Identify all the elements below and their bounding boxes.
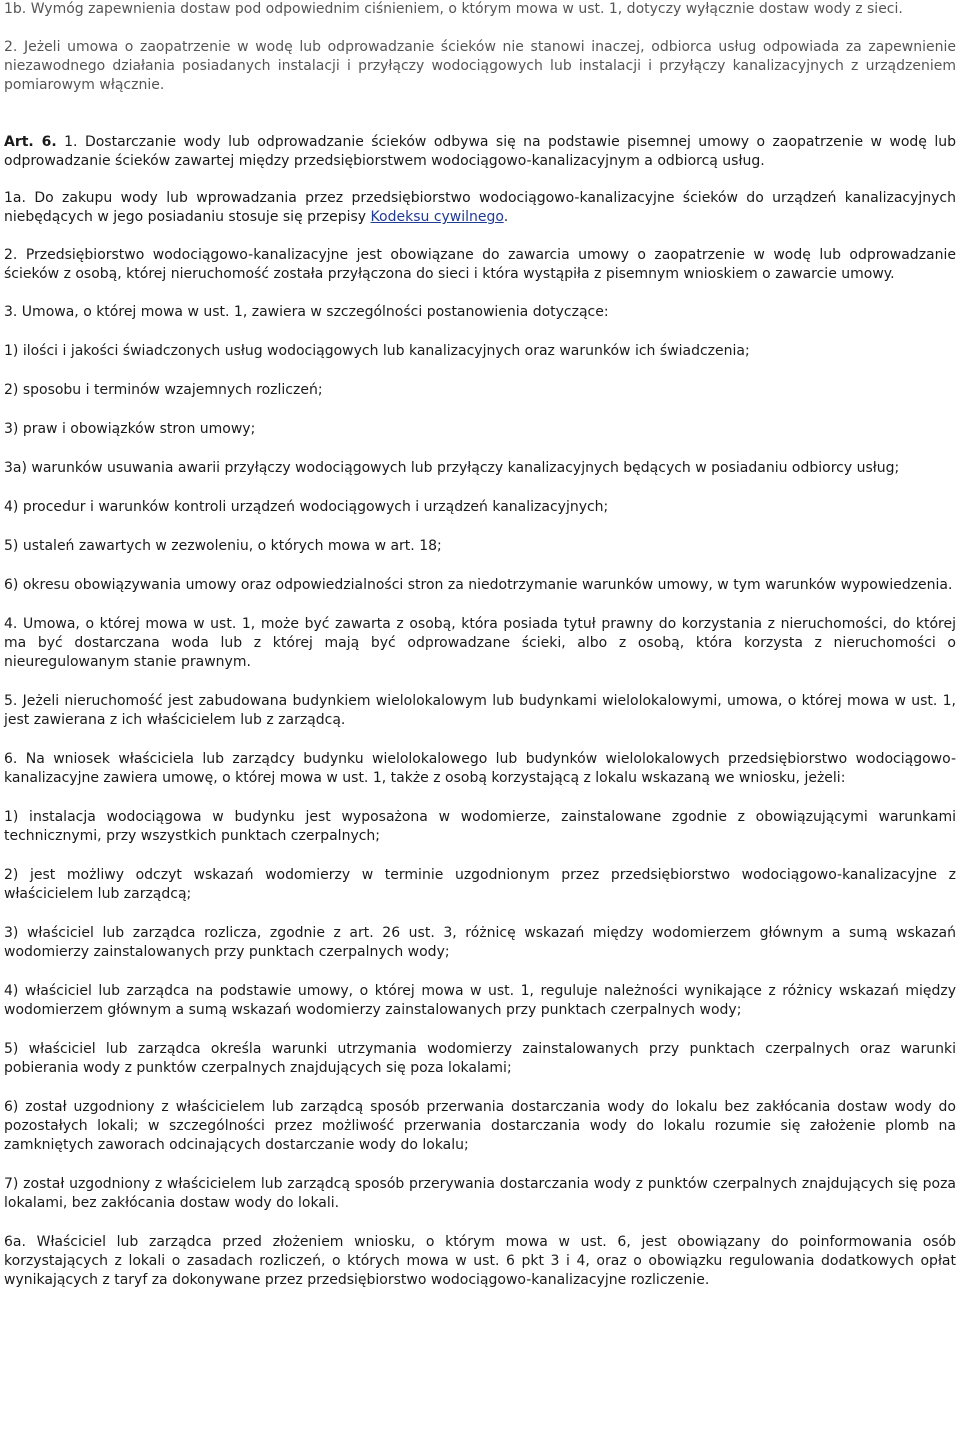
paragraph-1b: 1b. Wymóg zapewnienia dostaw pod odpowiednim ciśnieniem, o którym mowa w ust. 1, dotyczy wyłącznie dostaw wody z sieci. bbox=[4, 1, 903, 17]
paragraph-6-item-1: 1) instalacja wodociągowa w budynku jest wyposażona w wodomierze, zainstalowane zgodnie z obowiązującymi warunkami technicznymi, przy wszystkich punktach czerpalnych; bbox=[4, 809, 956, 844]
article-6-paragraph-5: 5. Jeżeli nieruchomość jest zabudowana budynkiem wielolokalowym lub budynkami wielolokalowymi, umowa, o której mowa w ust. 1, jest zawierana z ich właścicielem lub z zarządcą. bbox=[4, 693, 956, 728]
paragraph-1a-text: 1a. Do zakupu wody lub wprowadzania przez przedsiębiorstwo wodociągowo-kanalizacyjne ścieków do urządzeń kanalizacyjnych niebędących w jego posiadaniu stosuje się przepisy bbox=[4, 190, 956, 225]
article-6-paragraph-1a bbox=[4, 189, 956, 227]
paragraph-6-item-2: 2) jest możliwy odczyt wskazań wodomierzy w terminie uzgodnionym przez przedsiębiorstwo wodociągowo-kanalizacyjne z właścicielem lub zarządcą; bbox=[4, 867, 956, 902]
paragraph-3-item-2: 2) sposobu i terminów wzajemnych rozliczeń; bbox=[4, 382, 323, 398]
paragraph-3-item-1: 1) ilości i jakości świadczonych usług wodociągowych lub kanalizacyjnych oraz warunków ich świadczenia; bbox=[4, 343, 750, 359]
paragraph-3-item-3: 3) praw i obowiązków stron umowy; bbox=[4, 421, 256, 437]
paragraph-6-item-3: 3) właściciel lub zarządca rozlicza, zgodnie z art. 26 ust. 3, różnicę wskazań między wodomierzem głównym a sumą wskazań wodomierzy zainstalowanych przy punktach czerpalnych wody; bbox=[4, 925, 956, 960]
article-6-paragraph-6: 6. Na wniosek właściciela lub zarządcy budynku wielolokalowego lub budynków wielolokalowych przedsiębiorstwo wodociągowo-kanalizacyjne zawiera umowę, o której mowa w ust. 1, także z osobą korzystającą z lokalu wskazaną we wniosku, jeżeli: bbox=[4, 751, 956, 786]
civil-code-link[interactable]: Kodeksu cywilnego bbox=[370, 209, 504, 225]
article-6-paragraph-6a: 6a. Właściciel lub zarządca przed złożeniem wniosku, o którym mowa w ust. 6, jest obowiązany do poinformowania osób korzystających z lokali o zasadach rozliczeń, o których mowa w ust. 6 pkt 3 i 4, oraz o obowiązku regulowania dodatkowych opłat wynikających z taryf za dokonywane przez przedsiębiorstwo wodociągowo-kanalizacyjne rozliczenie. bbox=[4, 1234, 956, 1288]
paragraph-3-item-6: 6) okresu obowiązywania umowy oraz odpowiedzialności stron za niedotrzymanie warunków umowy, w tym warunków wypowiedzenia. bbox=[4, 577, 953, 593]
article-6-paragraph-2: 2. Przedsiębiorstwo wodociągowo-kanalizacyjne jest obowiązane do zawarcia umowy o zaopatrzenie w wodę lub odprowadzanie ścieków z osobą, której nieruchomość została przyłączona do sieci i która wystąpiła z pisemnym wnioskiem o zawarcie umowy. bbox=[4, 247, 956, 282]
paragraph-2: 2. Jeżeli umowa o zaopatrzenie w wodę lub odprowadzanie ścieków nie stanowi inaczej, odbiorca usług odpowiada za zapewnienie niezawodnego działania posiadanych instalacji i przyłączy wodociągowych lub instalacji i przyłączy kanalizacyjnych z urządzeniem pomiarowym włącznie. bbox=[4, 39, 956, 93]
article-6-paragraph-4: 4. Umowa, o której mowa w ust. 1, może być zawarta z osobą, która posiada tytuł prawny do korzystania z nieruchomości, do której ma być dostarczana woda lub z której mają być odprowadzane ścieki, albo z osobą, która korzysta z nieruchomości o nieuregulowanym stanie prawnym. bbox=[4, 616, 956, 670]
article-6-paragraph-1 bbox=[4, 133, 956, 171]
paragraph-6-item-6: 6) został uzgodniony z właścicielem lub zarządcą sposób przerwania dostarczania wody do lokalu bez zakłócania dostaw wody do pozostałych lokali; w szczególności przez możliwość przerwania dostarczania wody do lokalu rozumie się założenie plomb na zamkniętych zaworach odcinających dostarczanie wody do lokalu; bbox=[4, 1099, 956, 1153]
paragraph-6-item-7: 7) został uzgodniony z właścicielem lub zarządcą sposób przerywania dostarczania wody z punktów czerpalnych znajdujących się poza lokalami, bez zakłócania dostaw wody do lokali. bbox=[4, 1176, 956, 1211]
paragraph-1a-end: . bbox=[503, 209, 509, 225]
paragraph-3-item-5: 5) ustaleń zawartych w zezwoleniu, o których mowa w art. 18; bbox=[4, 538, 442, 554]
paragraph-3-item-3a: 3a) warunków usuwania awarii przyłączy wodociągowych lub przyłączy kanalizacyjnych będących w posiadaniu odbiorcy usług; bbox=[4, 460, 900, 476]
paragraph-6-item-4: 4) właściciel lub zarządca na podstawie umowy, o której mowa w ust. 1, reguluje należności wynikające z różnicy wskazań między wodomierzem głównym a sumą wskazań wodomierzy zainstalowanych przy punktach czerpalnych wody; bbox=[4, 983, 956, 1018]
paragraph-6-item-5: 5) właściciel lub zarządca określa warunki utrzymania wodomierzy zainstalowanych przy punktach czerpalnych oraz warunki pobierania wody z punktów czerpalnych znajdujących się poza lokalami; bbox=[4, 1041, 956, 1076]
paragraph-3-item-4: 4) procedur i warunków kontroli urządzeń wodociągowych i urządzeń kanalizacyjnych; bbox=[4, 499, 609, 515]
article-6-paragraph-3: 3. Umowa, o której mowa w ust. 1, zawiera w szczególności postanowienia dotyczące: bbox=[4, 304, 609, 320]
article-6-heading: Art. 6. bbox=[4, 134, 57, 150]
article-6-text-1: 1. Dostarczanie wody lub odprowadzanie ścieków odbywa się na podstawie pisemnej umowy o zaopatrzenie w wodę lub odprowadzanie ścieków zawartej między przedsiębiorstwem wodociągowo-kanalizacyjnym a odbiorcą usług. bbox=[4, 134, 957, 169]
